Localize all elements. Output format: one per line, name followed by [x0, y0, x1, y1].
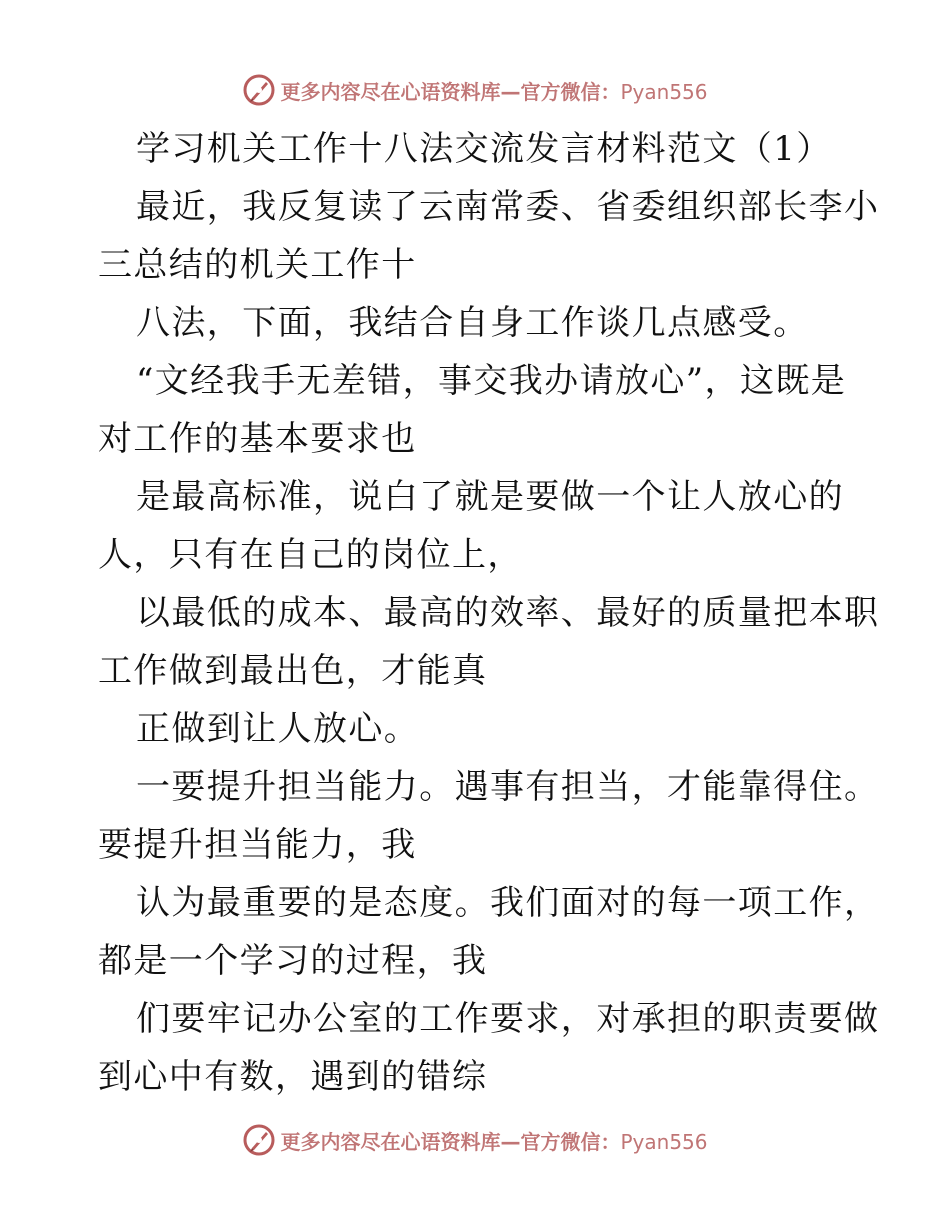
footer-watermark [0, 1120, 950, 1160]
paragraph-line: 都是一个学习的过程，我 [98, 941, 488, 981]
paragraph-line: 工作做到最出色，才能真 [98, 651, 488, 691]
paragraph-line: 以最低的成本、最高的效率、最好的质量把本职 [136, 593, 880, 633]
paragraph-line: 到心中有数，遇到的错综 [98, 1057, 488, 1097]
watermark-wechat-id: Pyan556 [620, 79, 708, 104]
paragraph-line: 们要牢记办公室的工作要求，对承担的职责要做 [136, 999, 880, 1039]
paragraph-line: 认为最重要的是态度。我们面对的每一项工作， [136, 883, 880, 923]
paragraph-line: 对工作的基本要求也 [98, 419, 417, 459]
document-title: 学习机关工作十八法交流发言材料范文（1） [136, 129, 832, 169]
paragraph-line: 正做到让人放心。 [136, 709, 420, 749]
quill-pen-icon [242, 1123, 276, 1157]
paragraph-line: 一要提升担当能力。遇事有担当，才能靠得住。 [136, 767, 880, 807]
watermark-text: 更多内容尽在心语资料库—官方微信： [280, 1129, 621, 1154]
header-watermark [0, 70, 950, 110]
paragraph-line: “文经我手无差错，事交我办请放心”，这既是 [136, 361, 847, 401]
watermark-text: 更多内容尽在心语资料库—官方微信： [280, 79, 621, 104]
paragraph-line: 三总结的机关工作十 [98, 245, 417, 285]
paragraph-line: 八法，下面，我结合自身工作谈几点感受。 [136, 303, 809, 343]
paragraph-line: 最近，我反复读了云南常委、省委组织部长李小 [136, 187, 880, 227]
quill-pen-icon [242, 73, 276, 107]
watermark-wechat-id: Pyan556 [620, 1129, 708, 1154]
paragraph-line: 要提升担当能力，我 [98, 825, 417, 865]
paragraph-line: 人，只有在自己的岗位上， [98, 535, 523, 575]
paragraph-line: 是最高标准，说白了就是要做一个让人放心的 [136, 477, 844, 517]
